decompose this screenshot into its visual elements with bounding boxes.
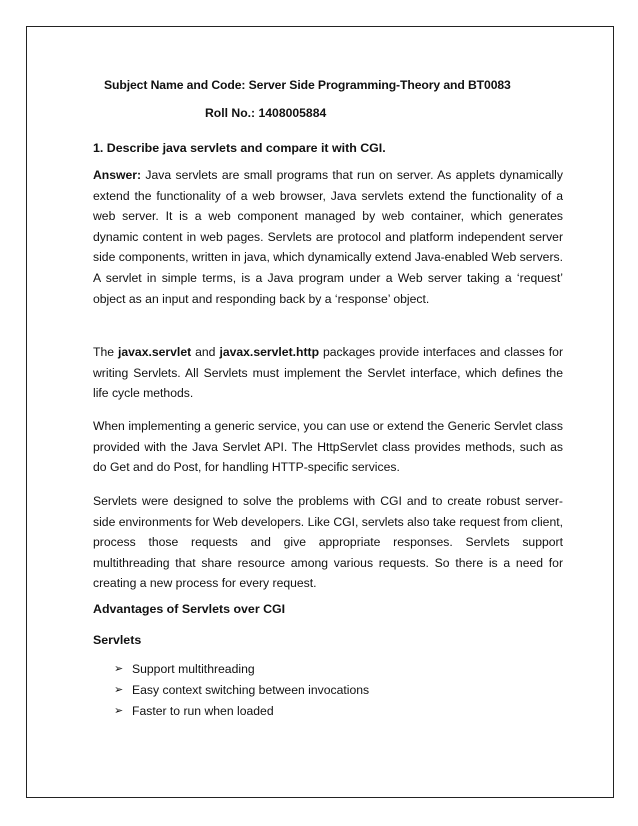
advantages-list bbox=[114, 659, 369, 722]
servlets-heading: Servlets bbox=[93, 633, 142, 647]
list-item-text: Support multithreading bbox=[132, 662, 255, 676]
answer-text: Java servlets are small programs that run on server. As applets dynamically extend the functionality of a web browser, Java servlets extend the functionality of a web server. It is a web component managed by web container, which generates dynamic content in web pages. Servlets are protocol and platform independent server side components, written in java, which dynamically extend Java-enabled Web servers. A servlet in simple terms, is a Java program under a Web server taking a ‘request’ object as an input and responding back by a ‘response’ object. bbox=[93, 168, 563, 306]
list-item bbox=[114, 701, 369, 722]
roll-number: Roll No.: 1408005884 bbox=[205, 106, 327, 120]
generic-service-paragraph: When implementing a generic service, you can use or extend the Generic Servlet class provided with the Java Servlet API. The HttpServlet class provides methods, such as do Get and do Post, for handling HTTP-specific services. bbox=[93, 419, 563, 475]
subject-title: Subject Name and Code: Server Side Programming-Theory and BT0083 bbox=[104, 78, 511, 92]
list-item bbox=[114, 659, 369, 680]
list-item-text: Easy context switching between invocations bbox=[132, 683, 370, 697]
packages-text-e: packages provide interfaces and classes for writing Servlets. All Servlets must implement the Servlet interface, which defines the life cycle methods. bbox=[93, 345, 564, 401]
packages-text-c: and bbox=[191, 345, 220, 359]
package-servlet: javax.servlet bbox=[117, 345, 192, 359]
answer-label: Answer: bbox=[93, 168, 142, 182]
advantages-heading: Advantages of Servlets over CGI bbox=[93, 602, 286, 616]
arrow-bullet-icon: ➢ bbox=[114, 684, 124, 696]
answer-paragraph bbox=[93, 165, 563, 309]
question-heading: 1. Describe java servlets and compare it with CGI. bbox=[93, 141, 386, 155]
packages-text-a: The bbox=[93, 345, 118, 359]
packages-paragraph bbox=[93, 342, 563, 404]
arrow-bullet-icon: ➢ bbox=[114, 705, 124, 717]
cgi-paragraph: Servlets were designed to solve the problems with CGI and to create robust server-side environments for Web developers. Like CGI, servlets also take request from client, process those requests and give appropriate responses. Servlets support multithreading that share resource among various requests. So there is a need for creating a new process for every request. bbox=[93, 494, 563, 591]
list-item-text: Faster to run when loaded bbox=[132, 704, 274, 718]
list-item bbox=[114, 680, 369, 701]
arrow-bullet-icon: ➢ bbox=[114, 663, 124, 675]
package-servlet-http: javax.servlet.http bbox=[219, 345, 320, 359]
